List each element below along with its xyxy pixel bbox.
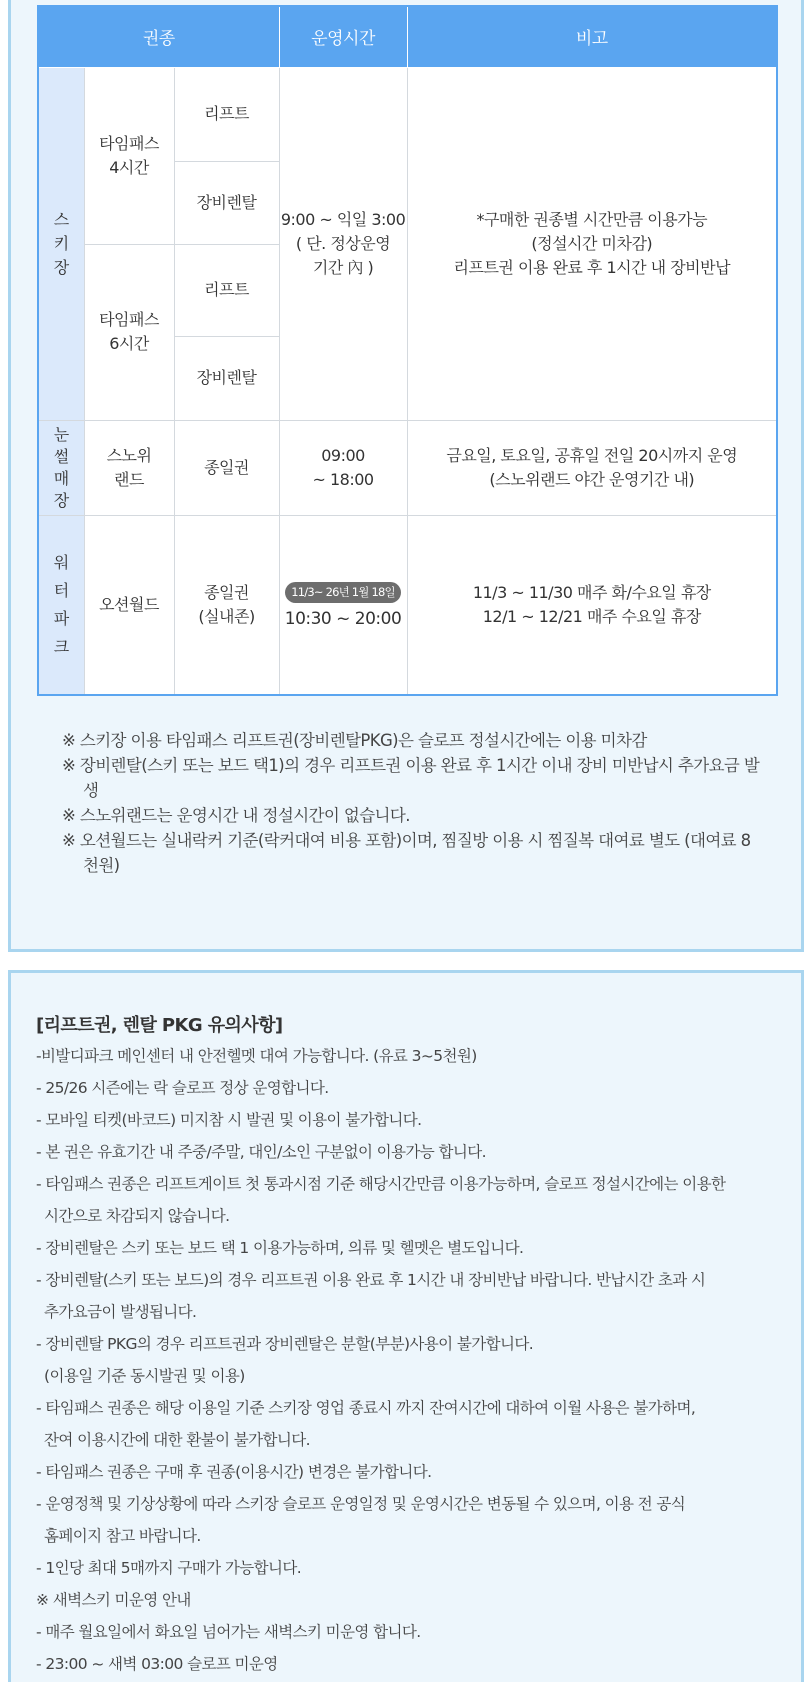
- oceanworld-hours: 11/3~ 26년 1월 18일 10:30 ~ 20:00: [279, 515, 407, 695]
- lift-ticket-4h: 리프트: [174, 67, 279, 161]
- period-badge: 11/3~ 26년 1월 18일: [285, 582, 401, 603]
- oceanworld-remarks: 11/3 ~ 11/30 매주 화/수요일 휴장 12/1 ~ 12/21 매주 수요일 휴장: [407, 515, 777, 695]
- notice-line: - 매주 월요일에서 화요일 넘어가는 새벽스키 미운영 합니다.: [36, 1623, 421, 1641]
- notice-line: - 25/26 시즌에는 락 슬로프 정상 운영합니다.: [36, 1079, 329, 1097]
- notice-line: 시간으로 차감되지 않습니다.: [44, 1207, 230, 1225]
- notice-title: [리프트권, 렌탈 PKG 유의사항]: [36, 1015, 283, 1036]
- notice-line: ※ 새벽스키 미운영 안내: [36, 1591, 191, 1609]
- table-row: [38, 420, 777, 515]
- snowyland-ticket: 종일권: [174, 420, 279, 515]
- table-header-row: [38, 6, 777, 67]
- rental-6h: 장비렌탈: [174, 336, 279, 420]
- notice-section: [36, 1010, 796, 1680]
- notice-line: 추가요금이 발생됩니다.: [44, 1303, 197, 1321]
- table-row: [38, 515, 777, 695]
- snowyland-label: 스노위 랜드: [84, 420, 174, 515]
- note-item: ※ 장비렌탈(스키 또는 보드 택1)의 경우 리프트권 이용 완료 후 1시간 이내 장비 미반납시 추가요금 발생: [62, 756, 760, 800]
- notice-line: - 장비렌탈은 스키 또는 보드 택 1 이용가능하며, 의류 및 헬멧은 별도입니다.: [36, 1239, 524, 1257]
- header-ticket-type: 권종: [38, 6, 279, 67]
- timepass-4h-label: 타임패스 4시간: [84, 67, 174, 244]
- header-remarks: 비고: [407, 6, 777, 67]
- notice-line: - 타임패스 권종은 리프트게이트 첫 통과시점 기준 해당시간만큼 이용가능하며, 슬로프 정설시간에는 이용한: [36, 1175, 726, 1193]
- category-snow-sled: 눈 썰 매 장: [38, 420, 84, 515]
- notice-line: -비발디파크 메인센터 내 안전헬멧 대여 가능합니다. (유료 3~5천원): [36, 1047, 477, 1065]
- notice-line: - 본 권은 유효기간 내 주중/주말, 대인/소인 구분없이 이용가능 합니다.: [36, 1143, 486, 1161]
- notice-line: - 장비렌탈(스키 또는 보드)의 경우 리프트권 이용 완료 후 1시간 내 장비반납 바랍니다. 반납시간 초과 시: [36, 1271, 706, 1289]
- snowyland-hours: 09:00 ~ 18:00: [279, 420, 407, 515]
- notice-line: - 운영정책 및 기상상황에 따라 스키장 슬로프 운영일정 및 운영시간은 변동될 수 있으며, 이용 전 공식: [36, 1495, 686, 1513]
- notice-line: 잔여 이용시간에 대한 환불이 불가합니다.: [44, 1431, 310, 1449]
- table-row: [38, 67, 777, 161]
- notice-line: 홈페이지 참고 바랍니다.: [44, 1527, 201, 1545]
- schedule-table: [37, 5, 778, 696]
- rental-4h: 장비렌탈: [174, 161, 279, 244]
- category-ski: 스 키 장: [38, 67, 84, 420]
- ski-operating-hours: 9:00 ~ 익일 3:00 ( 단. 정상운영 기간 內 ): [279, 67, 407, 420]
- notice-line: - 타임패스 권종은 구매 후 권종(이용시간) 변경은 불가합니다.: [36, 1463, 432, 1481]
- notice-line: - 장비렌탈 PKG의 경우 리프트권과 장비렌탈은 분할(부분)사용이 불가합니다.: [36, 1335, 534, 1353]
- notice-line: - 1인당 최대 5매까지 구매가 가능합니다.: [36, 1559, 302, 1577]
- notice-line: - 23:00 ~ 새벽 03:00 슬로프 미운영: [36, 1655, 278, 1673]
- snowyland-remarks: 금요일, 토요일, 공휴일 전일 20시까지 운영 (스노위랜드 야간 운영기간 내): [407, 420, 777, 515]
- note-item: ※ 스노위랜드는 운영시간 내 정설시간이 없습니다.: [62, 806, 410, 825]
- oceanworld-ticket: 종일권 (실내존): [174, 515, 279, 695]
- timepass-6h-label: 타임패스 6시간: [84, 244, 174, 420]
- notice-line: - 모바일 티켓(바코드) 미지참 시 발권 및 이용이 불가합니다.: [36, 1111, 422, 1129]
- header-operating-hours: 운영시간: [279, 6, 407, 67]
- schedule-notes: [62, 728, 762, 878]
- ski-remarks: *구매한 권종별 시간만큼 이용가능 (정설시간 미차감) 리프트권 이용 완료 후 1시간 내 장비반납: [407, 67, 777, 420]
- lift-ticket-6h: 리프트: [174, 244, 279, 336]
- note-item: ※ 스키장 이용 타임패스 리프트권(장비렌탈PKG)은 슬로프 정설시간에는 이용 미차감: [62, 731, 647, 750]
- notice-line: - 타임패스 권종은 해당 이용일 기준 스키장 영업 종료시 까지 잔여시간에 대하여 이월 사용은 불가하며,: [36, 1399, 696, 1417]
- category-waterpark: 워 터 파 크: [38, 515, 84, 695]
- oceanworld-label: 오션월드: [84, 515, 174, 695]
- notice-line: (이용일 기준 동시발권 및 이용): [44, 1367, 245, 1385]
- note-item: ※ 오션월드는 실내락커 기준(락커대여 비용 포함)이며, 찜질방 이용 시 찜질복 대여료 별도 (대여료 8천원): [62, 831, 751, 875]
